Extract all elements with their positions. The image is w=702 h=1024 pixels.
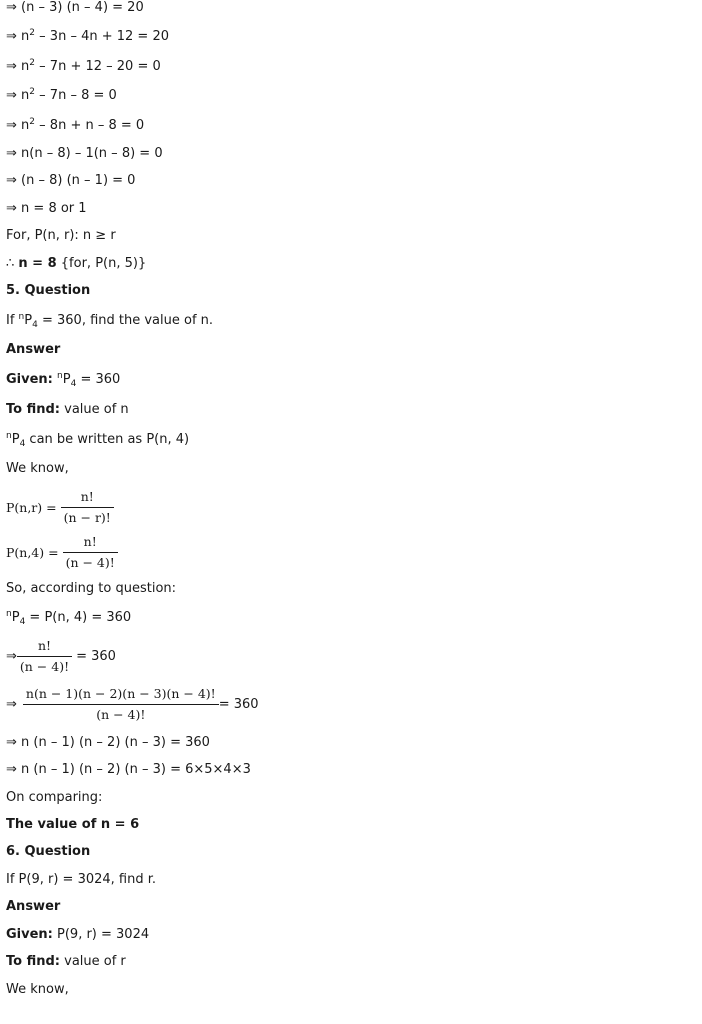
according-line: So, according to question:	[6, 581, 177, 596]
step-line-3: ⇒ $n^2 - 7n + 12 - 20 = 0$	[6, 58, 161, 74]
we-know-line: We know,	[6, 461, 69, 476]
result-line: The value of n = 6	[6, 817, 140, 832]
question-6-heading: 6. Question	[6, 844, 91, 859]
implies-symbol: ⇒	[6, 0, 17, 15]
permutation-formula-n4: P(n,4) = $\frac{n!}{(n - 4)!}$	[6, 534, 118, 571]
step-line-8: ⇒ n = 8 or 1	[6, 201, 87, 216]
fraction: $\frac{n!}{(n - 4)!}$	[63, 534, 118, 571]
given-line-6: Given: P(9, r) = 3024	[6, 927, 150, 942]
question-5-heading: 5. Question	[6, 283, 91, 298]
step-line-1: ⇒ (n – 3) (n – 4) = 20	[6, 0, 144, 15]
given-line: Given: $^nP_4 = 360$	[6, 371, 121, 389]
step-line-9: ⇒ n (n – 1) (n – 2) (n – 3) = 360	[6, 735, 210, 750]
conclusion-line: ∴ n = 8 {for, P(n, 5)}	[6, 256, 147, 271]
condition-line: For, P(n, r): n ≥ r	[6, 228, 116, 243]
step-line-5: ⇒ $n^2 - 8n + n - 8 = 0$	[6, 117, 145, 133]
fraction: $\frac{n!}{(n - 4)!}$	[17, 638, 72, 675]
equation-line: $^nP_4 = P(n$, 4) = 360	[6, 609, 132, 627]
question-6-text: If P(9, r) = 3024, find r.	[6, 872, 157, 887]
to-find-line-6: To find: value of r	[6, 954, 126, 969]
step-line-6: ⇒ n(n – 8) – 1(n – 8) = 0	[6, 146, 163, 161]
we-know-line-6: We know,	[6, 982, 69, 997]
step-line-10: ⇒ n (n – 1) (n – 2) (n – 3) = 6×5×4×3	[6, 762, 251, 777]
fraction: $\frac{n(n - 1)(n - 2)(n - 3)(n - 4)!}{(n - 4)!}$	[23, 686, 219, 723]
fraction: $\frac{n!}{(n - r)!}$	[61, 489, 114, 526]
step-line-4: ⇒ $n^2 - 7n - 8 = 0$	[6, 87, 117, 103]
answer-6-heading: Answer	[6, 899, 61, 914]
answer-5-heading: Answer	[6, 342, 61, 357]
fraction-equation-2: ⇒ $\frac{n(n - 1)(n - 2)(n - 3)(n - 4)!}{(n - 4)!}$ = 360	[6, 686, 259, 722]
notation-line: $^nP_4$ can be written as P(n, 4)	[6, 431, 190, 449]
therefore-symbol: ∴	[6, 256, 19, 271]
permutation-formula: P(n,r) = $\frac{n!}{(n - r)!}$	[6, 489, 114, 526]
step-line-7: ⇒ (n – 8) (n – 1) = 0	[6, 173, 136, 188]
fraction-equation-1: ⇒ $\frac{n!}{(n - 4)!}$ = 360	[6, 638, 116, 674]
to-find-line: To find: value of n	[6, 402, 129, 417]
step-line-2: ⇒ $n^2 - 3n - 4n + 12 = 20$	[6, 28, 169, 44]
comparing-line: On comparing:	[6, 790, 103, 805]
question-5-text: If $^nP_4 = 360$, find the value of n.	[6, 312, 214, 330]
